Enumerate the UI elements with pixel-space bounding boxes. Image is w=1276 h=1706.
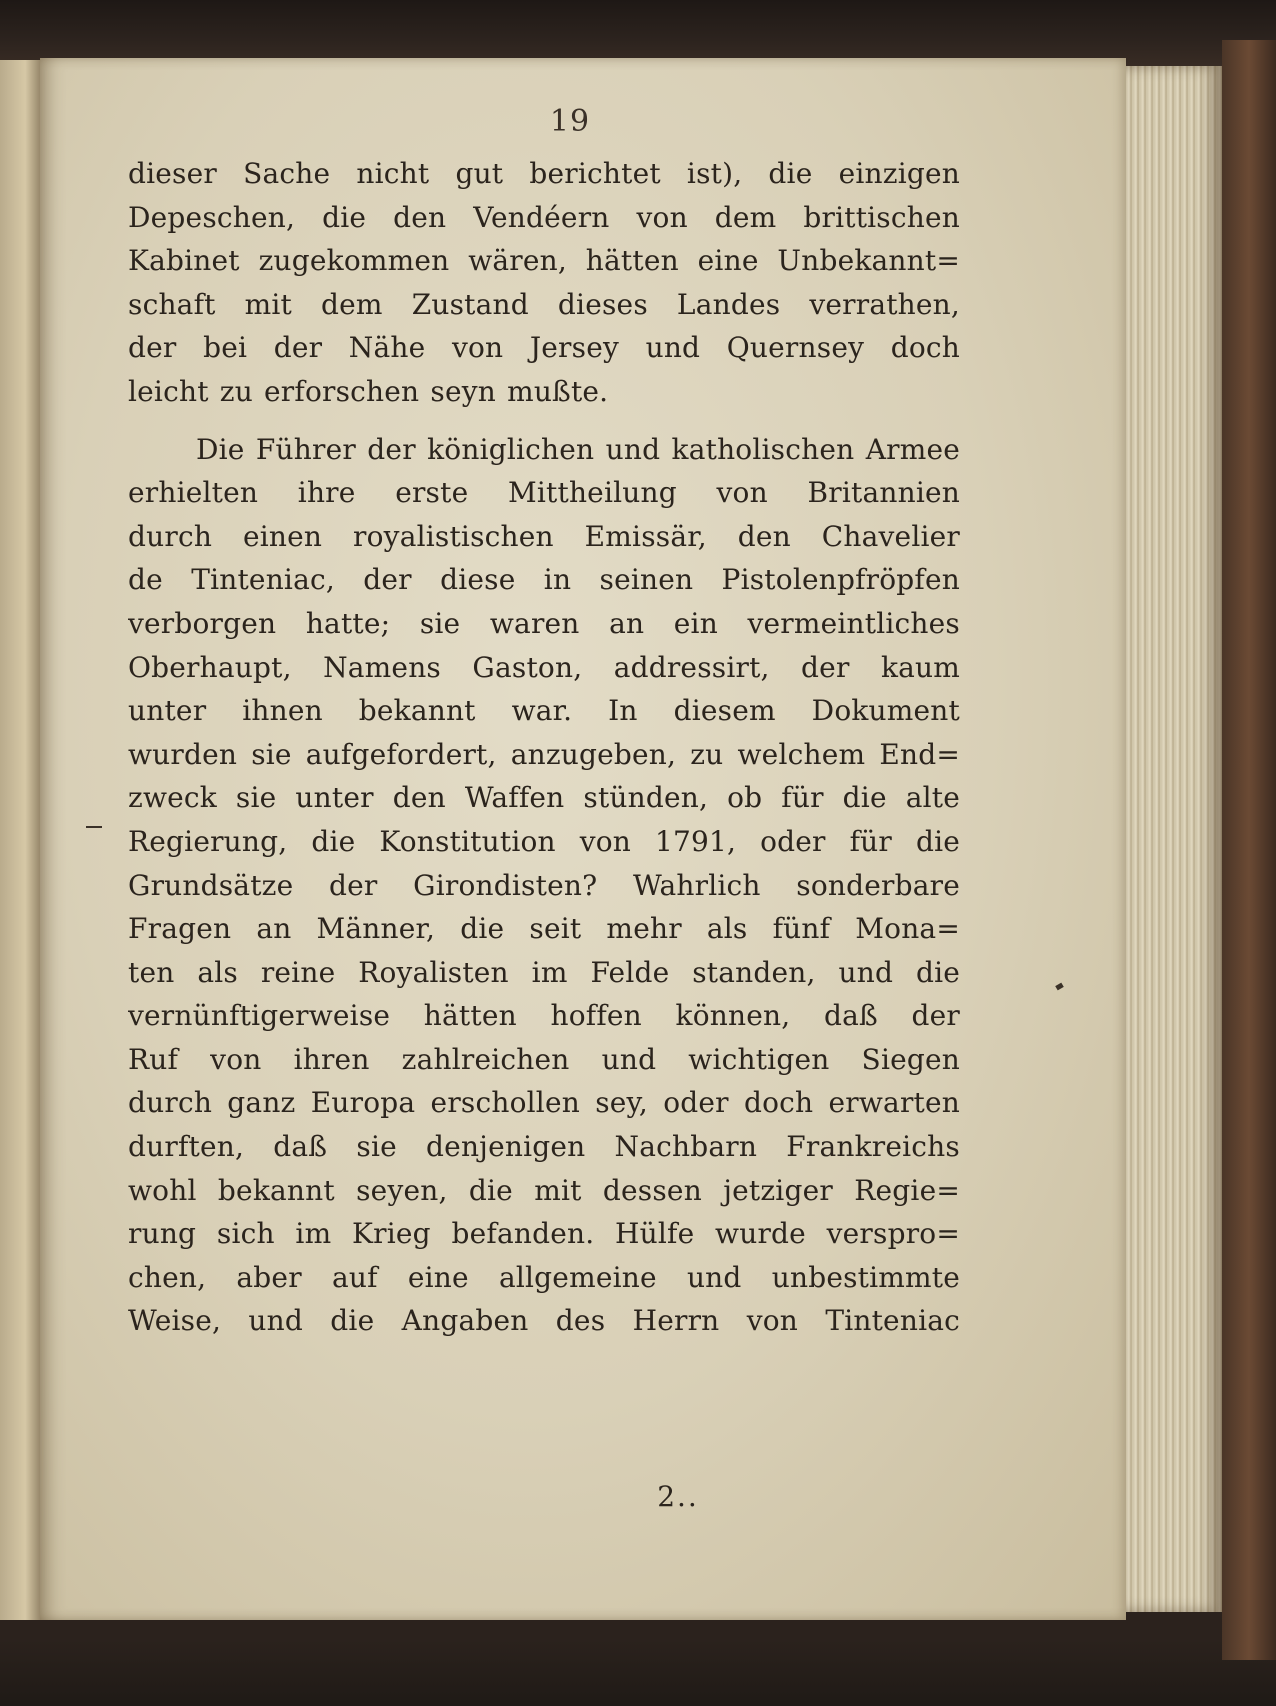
text-line: durften, daß sie denjenigen Nachbarn Frankreichs xyxy=(128,1130,960,1164)
paragraph-gap xyxy=(128,414,960,428)
text-line: Ruf von ihren zahlreichen und wichtigen Siegen xyxy=(128,1042,960,1076)
text-line: wurden sie aufgefordert, anzugeben, zu welchem End= xyxy=(128,737,960,771)
text-line: chen, aber auf eine allgemeine und unbestimmte xyxy=(128,1260,960,1294)
text-line: durch einen royalistischen Emissär, den Chavelier xyxy=(128,519,960,553)
body-text xyxy=(128,152,960,1343)
text-line: der bei der Nähe von Jersey und Quernsey doch xyxy=(128,331,960,365)
ink-mark xyxy=(86,826,102,828)
text-line: dieser Sache nicht gut berichtet ist), die einzigen xyxy=(128,157,960,190)
text-line: Die Führer der königlichen und katholischen Armee xyxy=(196,432,960,466)
text-line: ten als reine Royalisten im Felde standen, und die xyxy=(128,955,960,989)
text-line: Kabinet zugekommen wären, hätten eine Unbekannt= xyxy=(128,244,960,278)
signature-mark: 2.. xyxy=(657,1480,699,1513)
text-line: Weise, und die Angaben des Herrn von Tinteniac xyxy=(128,1304,960,1338)
text-line: rung sich im Krieg befanden. Hülfe wurde verspro= xyxy=(128,1217,960,1251)
page-fore-edge xyxy=(1126,66,1222,1612)
text-line: schaft mit dem Zustand dieses Landes verrathen, xyxy=(128,287,960,321)
text-line: erhielten ihre erste Mittheilung von Britannien xyxy=(128,476,960,510)
text-line: Regierung, die Konstitution von 1791, oder für die xyxy=(128,824,960,858)
text-line: durch ganz Europa erschollen sey, oder doch erwarten xyxy=(128,1086,960,1120)
text-line: unter ihnen bekannt war. In diesem Dokument xyxy=(128,694,960,728)
text-line: Grundsätze der Girondisten? Wahrlich sonderbare xyxy=(128,868,960,902)
text-line: zweck sie unter den Waffen stünden, ob für die alte xyxy=(128,781,960,815)
book-cover-edge xyxy=(1222,40,1276,1660)
text-line: verborgen hatte; sie waren an ein vermeintliches xyxy=(128,606,960,640)
text-line: Oberhaupt, Namens Gaston, addressirt, der kaum xyxy=(128,650,960,684)
text-line: wohl bekannt seyen, die mit dessen jetziger Regie= xyxy=(128,1173,960,1207)
text-line: de Tinteniac, der diese in seinen Pistolenpfröpfen xyxy=(128,563,960,597)
text-line: Fragen an Männer, die seit mehr als fünf Mona= xyxy=(128,912,960,946)
text-line: leicht zu erforschen seyn mußte. xyxy=(128,374,609,408)
text-line: vernünftigerweise hätten hoffen können, daß der xyxy=(128,999,960,1033)
text-line: Depeschen, die den Vendéern von dem brittischen xyxy=(128,200,960,234)
facing-page-edge xyxy=(0,60,42,1620)
page-number: 19 xyxy=(549,104,591,139)
